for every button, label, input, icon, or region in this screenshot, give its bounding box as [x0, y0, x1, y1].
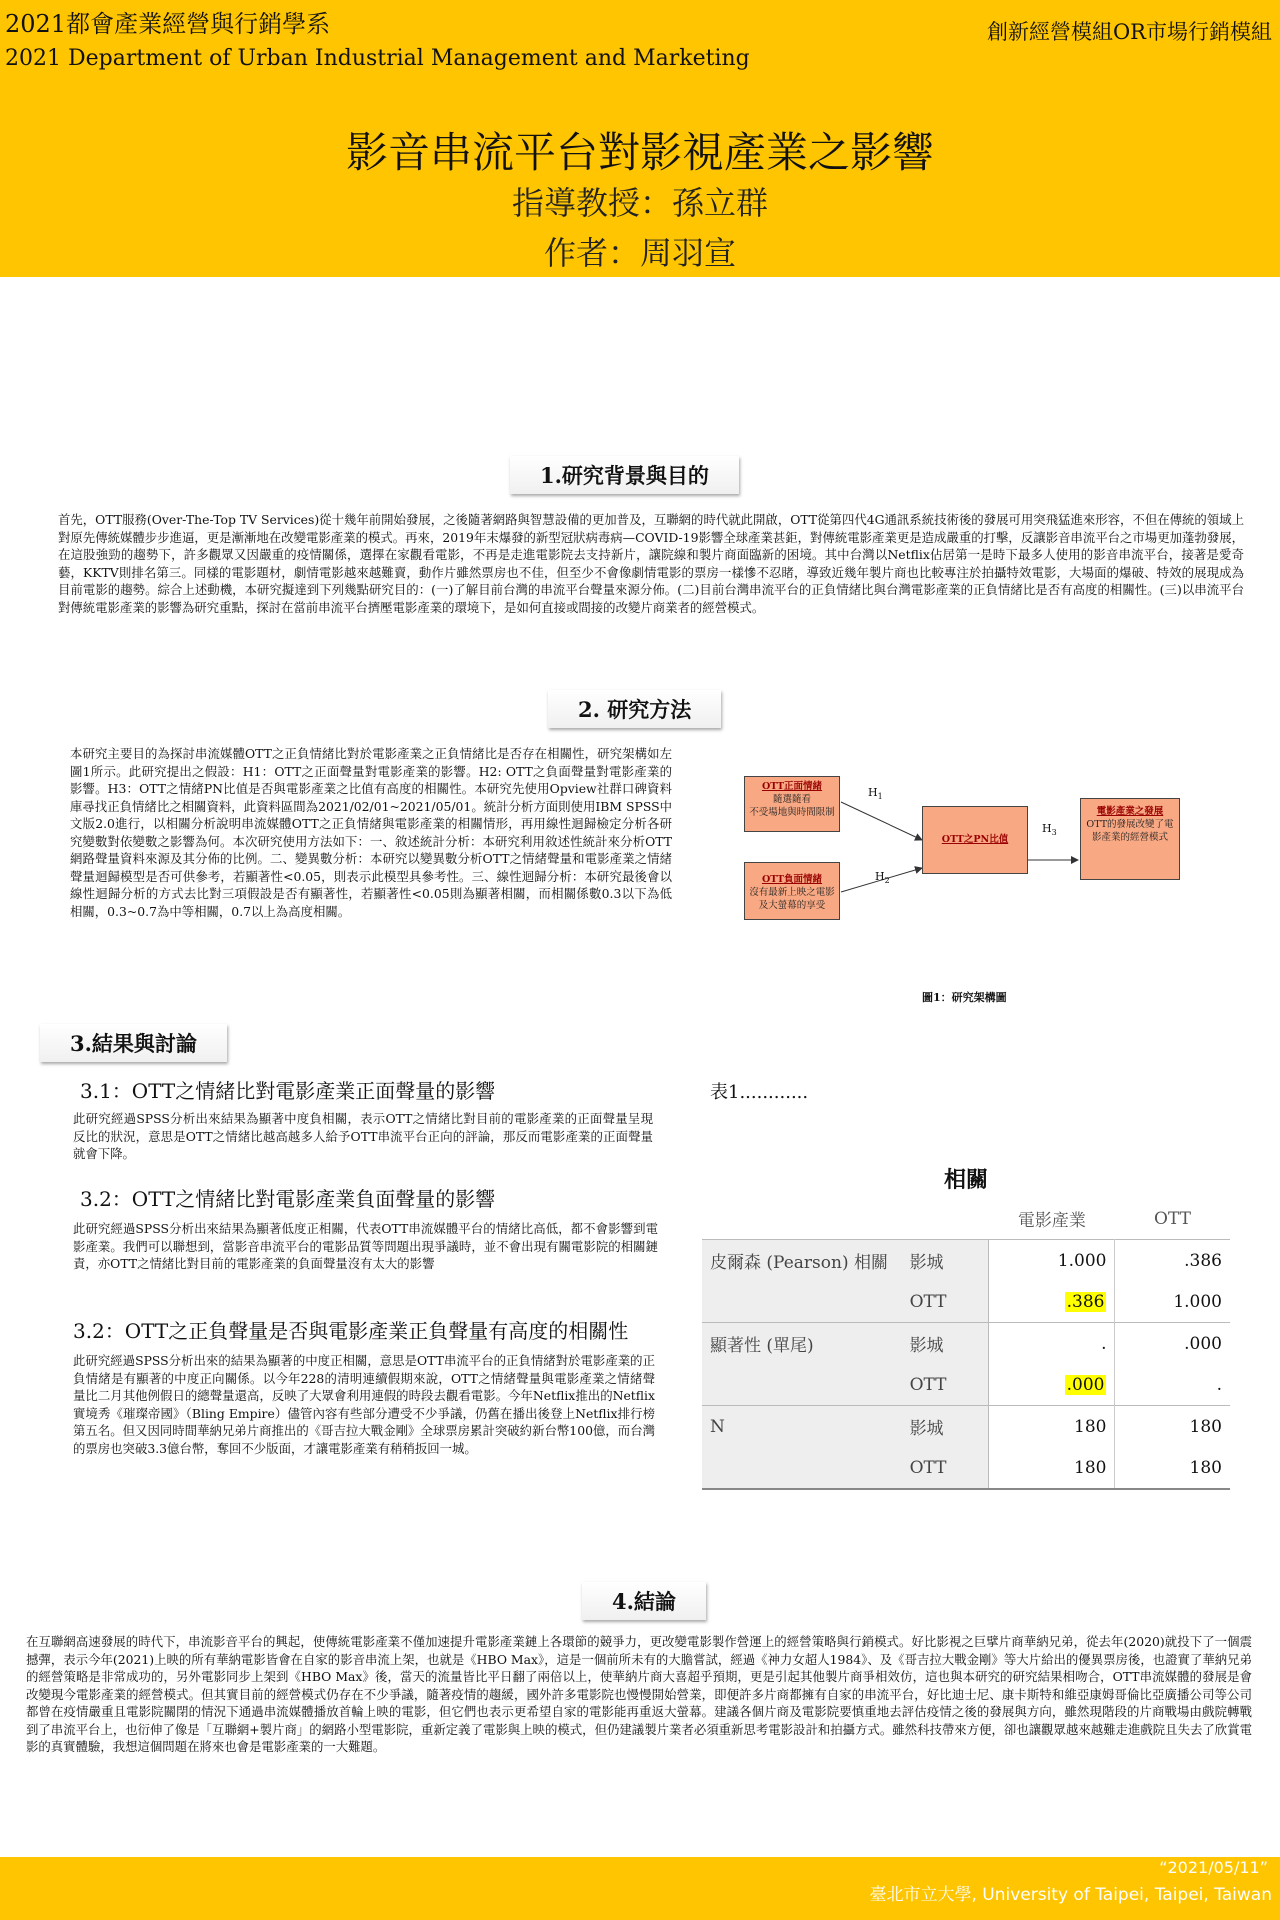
section4-text: 在互聯網高速發展的時代下，串流影音平台的興起，使傳統電影產業不僅加速提升電影產業鏈上各環節的競爭力，更改變電影製作營運上的經營策略與行銷模式。好比影視之巨擘片商華納兄弟，從去年(2020)就投下了一個震撼彈，表示今年(2021)上映的所有華納電影皆會在自家的影音串流上架，也就是《HBO Max》，這是一個前所未有的大膽嘗試，經過《神力女超人1984》、及《哥吉拉大戰金剛》等大片給出的優異票房後，也證實了華納兄弟的經營策略是非常成功的，另外電影同步上架到《HBO Max》後，當天的流量皆比平日翻了兩倍以上，使華納片商大喜超乎預期，更是引起其他製片商爭相效仿，這也與本研究的研究結果相吻合，OTT串流媒體的發展是會改變現今電影產業的經營模式。但其實目前的經營模式仍存在不少爭議，隨著疫情的趨緩，國外許多電影院也慢慢開始營業，即便許多片商都擁有自家的串流平台，好比迪士尼、康卡斯特和維亞康姆哥倫比亞廣播公司等公司都曾在疫情嚴重且電影院關閉的情況下通過串流媒體播放首輪上映的電影，但它們也表示更希望自家的電影能再重返大螢幕。建議各個片商及電影院要慎重地去評估疫情之後的發展與方向，雖然現階段的片商戰場由戲院轉戰到了串流平台上，也衍伸了像是「互聯網+製片商」的網路小型電影院，重新定義了電影與上映的模式，但仍建議製片業者必須重新思考電影設計和拍攝方式。雖然科技帶來方便，卻也讓觀眾越來越難走進戲院且失去了欣賞電影的真實體驗，我想這個問題在將來也會是電影產業的一大難題。 — [26, 1634, 1252, 1754]
result2-text: 此研究經過SPSS分析出來結果為顯著低度正相關，代表OTT串流媒體平台的情緒比高低，都不會影響到電影產業。我們可以聯想到，當影音串流平台的電影品質等問題出現爭議時，並不會出現有關電影院的相關鏈責，亦OTT之情緒比對目前的電影產業的負面聲量沒有太大的影響 — [73, 1221, 658, 1271]
footer-university: 臺北市立大學, University of Taipei, Taipei, Taiwan — [869, 1885, 1272, 1905]
result3-text: 此研究經過SPSS分析出來的結果為顯著的中度正相關，意思是OTT串流平台的正負情緒對於電影產業的正負情緒是有顯著的中度正向關係。以今年228的清明連續假期來說，OTT之情緒聲量與電影產業之情緒聲量比二月其他例假日的總聲量還高，反映了大眾會利用連假的時段去觀看電影。今年Netflix推出的Netflix實境秀《璀璨帝國》（Bling Empire）儘管內容有些部分遭受不少爭議，仍舊在播出後登上Netflix排行榜第五名。但又因同時間華納兄弟片商推出的《哥吉拉大戰金剛》全球票房累計突破約新台幣100億，而台灣的票房也突破3.3億台幣，奪回不少版面，才讓電影產業有稍稍扳回一城。 — [73, 1353, 655, 1456]
result3-title: 3.2：OTT之正負聲量是否與電影產業正負聲量有高度的相關性 — [73, 1319, 629, 1343]
table-row: OTT .386 1.000 — [702, 1281, 1230, 1323]
module-label: 創新經營模組OR市場行銷模組 — [986, 20, 1272, 44]
row-label-pearson: 皮爾森 (Pearson) 相關 — [710, 1253, 888, 1273]
box-film-industry: 電影產業之發展 OTT的發展改變了電 影產業的經營模式 — [1080, 798, 1180, 880]
table-row: 顯著性 (單尾) 影城 . .000 — [702, 1323, 1230, 1365]
table-row: N 影城 180 180 — [702, 1406, 1230, 1448]
table-caption: 表1............ — [710, 1082, 809, 1103]
section4-heading: 4.結論 — [582, 1582, 706, 1620]
table-title: 相關 — [944, 1167, 989, 1193]
box-ott-positive: OTT正面情緒 隨選隨看 不受場地與時間限制 — [744, 776, 840, 832]
section1-text: 首先，OTT服務(Over-The-Top TV Services)從十幾年前開始發展，之後隨著網路與智慧設備的更加普及，互聯網的時代就此開啟，OTT從第四代4G通訊系統技術後的發展可用突飛猛進來形容，不但在傳統的領域上對原先傳統媒體步步進逼，更是漸漸地在改變電影產業的模式。再來，2019年末爆發的新型冠狀病毒病—COVID-19影響全球產業甚鉅，對傳統電影產業更是造成嚴重的打擊，反讓影音串流平台之市場更加蓬勃發展，在這股強勁的趨勢下，許多觀眾又因嚴重的疫情關係，選擇在家觀看電影，不再是走進電影院去支持新片，讓院線和製片商面臨新的困境。其中台灣以Netflix佔居第一是時下最多人使用的影音串流平台，接著是愛奇藝，KKTV則排名第三。同樣的電影題材，劇情電影越來越難賣，動作片雖然票房也不佳，但至少不會像劇情電影的票房一樣慘不忍睹，導致近幾年製片商也比較專注於拍攝特效電影，大場面的爆破、特效的展現成為目前電影的趨勢。綜合上述動機，本研究擬達到下列幾點研究目的：(一)了解目前台灣的串流平台聲量來源分佈。(二)目前台灣串流平台的正負情緒比與台灣電影產業的正負情緒比是否有高度的相關性。(三)以串流平台對傳統電影產業的影響為研究重點，探討在當前串流平台擠壓電影產業的環境下，是如何直接或間接的改變片商業者的經營模式。 — [58, 512, 1244, 615]
table-row: 皮爾森 (Pearson) 相關 影城 1.000 .386 — [702, 1240, 1230, 1282]
box-ott-pn-ratio: OTT之PN比值 — [922, 806, 1028, 874]
section1-heading: 1.研究背景與目的 — [510, 456, 739, 494]
highlight-cell: .386 — [1066, 1291, 1105, 1312]
label-h3: $H_3$ — [1042, 822, 1057, 838]
highlight-cell: .000 — [1066, 1374, 1105, 1395]
result1-text: 此研究經過SPSS分析出來結果為顯著中度負相關，表示OTT之情緒比對目前的電影產業的正面聲量呈現反比的狀況，意思是OTT之情緒比越高越多人給予OTT串流平台正向的評論，那反而電影產業的正面聲量就會下降。 — [73, 1111, 653, 1161]
section3-heading: 3.結果與討論 — [40, 1024, 227, 1062]
col-header-ott: OTT — [1154, 1208, 1191, 1229]
row-label-sig: 顯著性 (單尾) — [710, 1336, 814, 1356]
department-en: 2021 Department of Urban Industrial Management and Marketing — [5, 46, 750, 71]
footer-date: “2021/05/11” — [1159, 1858, 1268, 1877]
poster-title: 影音串流平台對影視產業之影響 — [345, 128, 934, 177]
correlation-table — [702, 1198, 1230, 1490]
result2-title: 3.2：OTT之情緒比對電影產業負面聲量的影響 — [80, 1187, 496, 1211]
author: 作者：周羽宣 — [543, 234, 736, 272]
result1-title: 3.1：OTT之情緒比對電影產業正面聲量的影響 — [80, 1079, 496, 1103]
advisor: 指導教授：孫立群 — [511, 184, 768, 222]
table-row: OTT 180 180 — [702, 1447, 1230, 1489]
label-h1: $H_1$ — [868, 786, 883, 802]
section2-text: 本研究主要目的為探討串流媒體OTT之正負情緒比對於電影產業之正負情緒比是否存在相關性，研究架構如左圖1所示。此研究提出之假設：H1：OTT之正面聲量對電影產業的影響。H2: OTT之負面聲量對電影產業的影響。H3：OTT之情緒PN比值是否與電影產業之比值有高度的相關性。本研究先使用Opview社群口碑資料庫尋找正負情緒比之相關資料，此資料區間為2021/02/01~2021/05/01。統計分析方面則使用IBM SPSS中文版2.0進行，以相關分析說明串流媒體OTT之正負情緒與電影產業的相關情形，再用線性迴歸檢定分析各研究變數對依變數之影響為何。本次研究使用方法如下：一、敘述統計分析：本研究利用敘述性統計來分析OTT網路聲量資料來源及其分佈的比例。二、變異數分析：本研究以變異數分析OTT之情緒聲量和電影產業之情緒聲量迴歸模型是否可供參考，若顯著性<0.05，則表示此模型具參考性。三、線性迴歸分析：本研究最後會以線性迴歸分析的方式去比對三項假設是否有顯著性，若顯著性<0.05則為顯著相關，而相關係數0.3以下為低相關，0.3~0.7為中等相關，0.7以上為高度相關。 — [70, 746, 672, 919]
box-ott-negative: OTT負面情緒 沒有最新上映之電影 及大螢幕的享受 — [744, 862, 840, 920]
row-label-n: N — [710, 1416, 725, 1437]
section2-heading: 2. 研究方法 — [548, 690, 721, 728]
label-h2: $H_2$ — [875, 870, 890, 886]
table-row: OTT .000 . — [702, 1364, 1230, 1406]
col-header-film: 電影產業 — [1017, 1211, 1086, 1231]
figure-caption: 圖1：研究架構圖 — [922, 991, 1007, 1004]
department-zh: 2021都會產業經營與行銷學系 — [5, 10, 331, 38]
arrow-h1 — [841, 802, 922, 840]
